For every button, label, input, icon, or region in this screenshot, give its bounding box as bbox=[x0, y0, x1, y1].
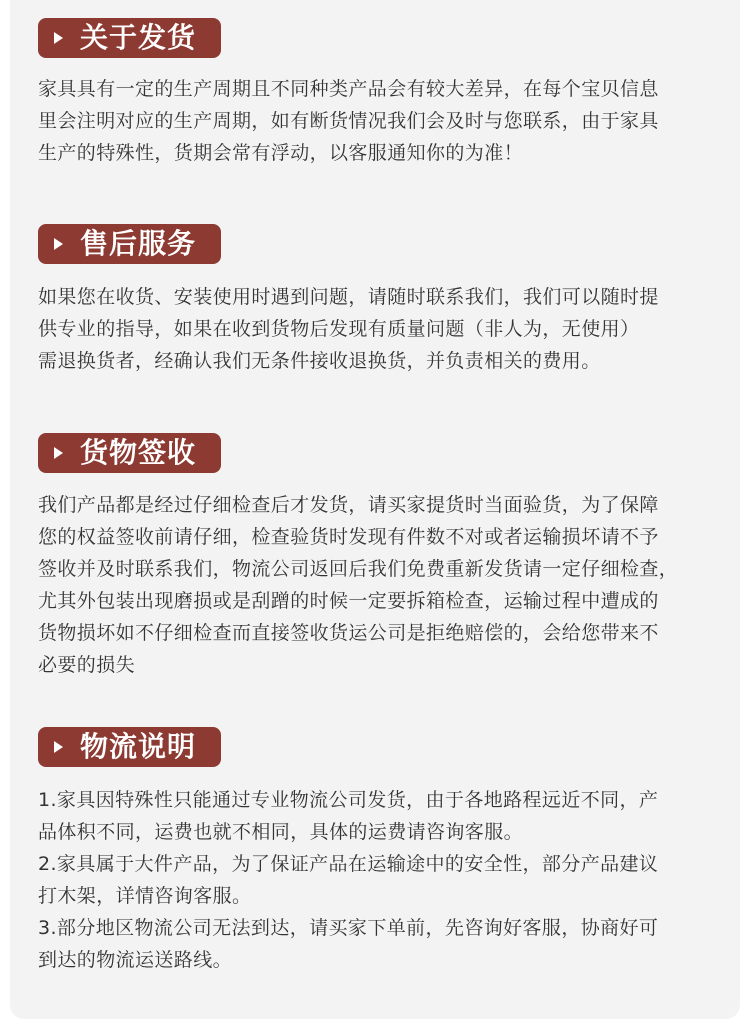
play-arrow-icon bbox=[54, 741, 63, 753]
section-after-sales bbox=[38, 224, 728, 384]
body-line: 我们产品都是经过仔细检查后才发货，请买家提货时当面验货，为了保障 bbox=[38, 494, 659, 516]
play-arrow-icon bbox=[54, 32, 63, 44]
body-line: 供专业的指导，如果在收到货物后发现有质量问题（非人为，无使用） bbox=[38, 318, 640, 340]
section-delivery-receipt bbox=[38, 433, 728, 693]
section-title: 货物签收 bbox=[80, 436, 197, 469]
body-line: 到达的物流运送路线。 bbox=[38, 949, 233, 971]
body-line: 3.部分地区物流公司无法到达，请买家下单前，先咨询好客服，协商好可 bbox=[38, 917, 659, 939]
body-line: 里会注明对应的生产周期，如有断货情况我们会及时与您联系，由于家具 bbox=[38, 110, 659, 132]
section-title: 物流说明 bbox=[80, 730, 197, 763]
section-logistics bbox=[38, 727, 728, 987]
body-line: 尤其外包装出现磨损或是刮蹭的时候一定要拆箱检查，运输过程中遭成的 bbox=[38, 590, 659, 612]
body-line: 打木架，详情咨询客服。 bbox=[38, 885, 252, 907]
body-line: 需退换货者，经确认我们无条件接收退换货，并负责相关的费用。 bbox=[38, 350, 601, 372]
body-line: 您的权益签收前请仔细，检查验货时发现有件数不对或者运输损坏请不予 bbox=[38, 526, 659, 548]
section-title-tag bbox=[38, 18, 221, 58]
play-arrow-icon bbox=[54, 447, 63, 459]
body-line: 品体积不同，运费也就不相同，具体的运费请咨询客服。 bbox=[38, 821, 524, 843]
body-line: 货物损坏如不仔细检查而直接签收货运公司是拒绝赔偿的，会给您带来不 bbox=[38, 622, 659, 644]
section-body bbox=[38, 489, 728, 681]
section-body bbox=[38, 73, 728, 169]
body-line: 生产的特殊性，货期会常有浮动，以客服通知你的为准！ bbox=[38, 142, 524, 164]
section-title-tag bbox=[38, 224, 221, 264]
section-title-tag bbox=[38, 727, 221, 767]
section-title: 售后服务 bbox=[80, 227, 197, 260]
body-line: 签收并及时联系我们，物流公司返回后我们免费重新发货请一定仔细检查， bbox=[38, 558, 679, 580]
section-body bbox=[38, 281, 728, 377]
section-title: 关于发货 bbox=[80, 21, 197, 54]
body-line: 如果您在收货、安装使用时遇到问题，请随时联系我们，我们可以随时提 bbox=[38, 286, 659, 308]
section-title-tag bbox=[38, 433, 221, 473]
play-arrow-icon bbox=[54, 238, 63, 250]
body-line: 必要的损失 bbox=[38, 654, 136, 676]
body-line: 2.家具属于大件产品，为了保证产品在运输途中的安全性，部分产品建议 bbox=[38, 853, 659, 875]
section-shipping bbox=[38, 18, 728, 178]
body-line: 1.家具因特殊性只能通过专业物流公司发货，由于各地路程远近不同，产 bbox=[38, 789, 659, 811]
body-line: 家具具有一定的生产周期且不同种类产品会有较大差异，在每个宝贝信息 bbox=[38, 78, 659, 100]
section-body bbox=[38, 784, 728, 976]
